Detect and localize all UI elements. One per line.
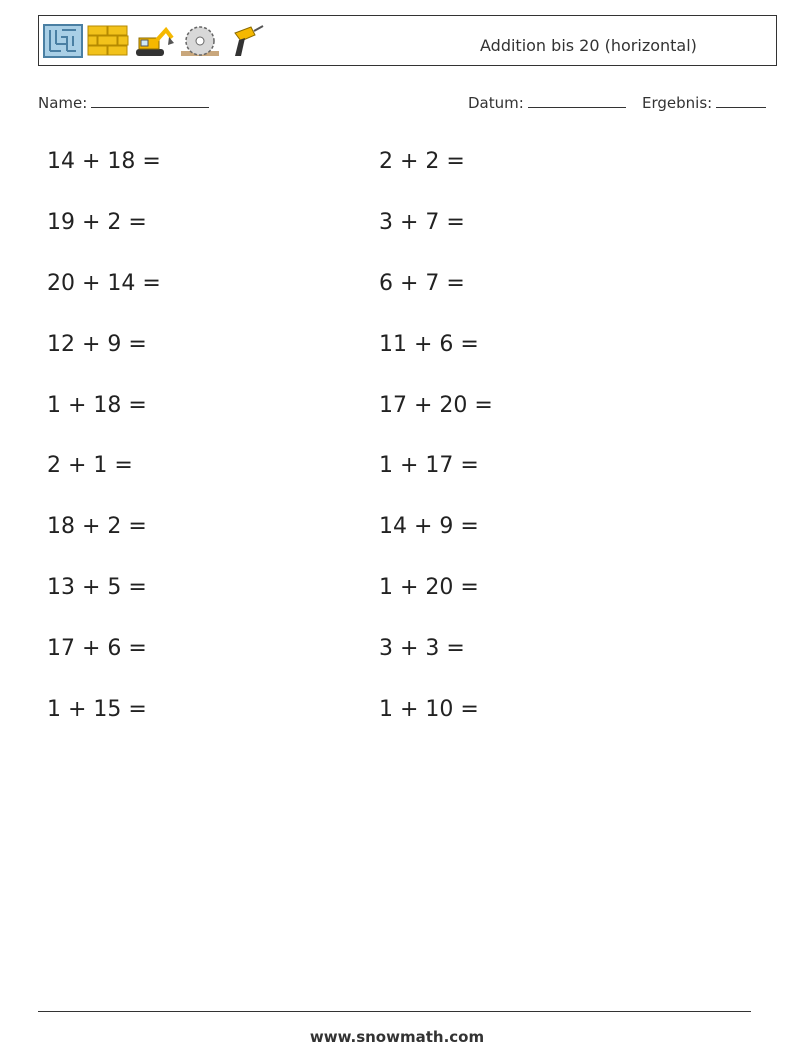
problem-item: 12 + 9 = — [47, 332, 147, 357]
problem-item: 17 + 20 = — [379, 393, 493, 418]
problem-item: 6 + 7 = — [379, 271, 465, 296]
excavator-icon — [133, 24, 175, 58]
problem-item: 14 + 18 = — [47, 149, 161, 174]
problem-item: 13 + 5 = — [47, 575, 147, 600]
worksheet-header — [38, 15, 777, 66]
footer-url[interactable]: www.snowmath.com — [309, 1028, 485, 1046]
result-label: Ergebnis: — [642, 94, 713, 112]
problem-item: 3 + 7 = — [379, 210, 465, 235]
problem-item: 19 + 2 = — [47, 210, 147, 235]
problem-item: 3 + 3 = — [379, 636, 465, 661]
problem-item: 18 + 2 = — [47, 514, 147, 539]
name-line[interactable] — [91, 93, 209, 108]
maze-icon — [43, 24, 83, 58]
saw-blade-icon — [179, 24, 221, 58]
date-field — [468, 93, 626, 112]
problem-item: 1 + 20 = — [379, 575, 479, 600]
header-icons — [43, 22, 265, 60]
problem-item: 14 + 9 = — [379, 514, 479, 539]
page-title: Addition bis 20 (horizontal) — [480, 36, 697, 55]
problem-item: 17 + 6 = — [47, 636, 147, 661]
problem-item: 11 + 6 = — [379, 332, 479, 357]
brick-wall-icon — [87, 25, 129, 57]
footer-divider — [38, 1011, 751, 1012]
problem-item: 2 + 2 = — [379, 149, 465, 174]
problem-item: 1 + 15 = — [47, 697, 147, 722]
problem-item: 1 + 10 = — [379, 697, 479, 722]
problem-item: 1 + 17 = — [379, 453, 479, 478]
problem-item: 2 + 1 = — [47, 453, 133, 478]
date-line[interactable] — [528, 93, 626, 108]
result-field — [642, 93, 766, 112]
problem-item: 20 + 14 = — [47, 271, 161, 296]
result-line[interactable] — [716, 93, 766, 108]
name-field — [38, 93, 209, 112]
name-label: Name: — [38, 94, 88, 112]
drill-icon — [225, 23, 265, 59]
date-label: Datum: — [468, 94, 524, 112]
problem-item: 1 + 18 = — [47, 393, 147, 418]
